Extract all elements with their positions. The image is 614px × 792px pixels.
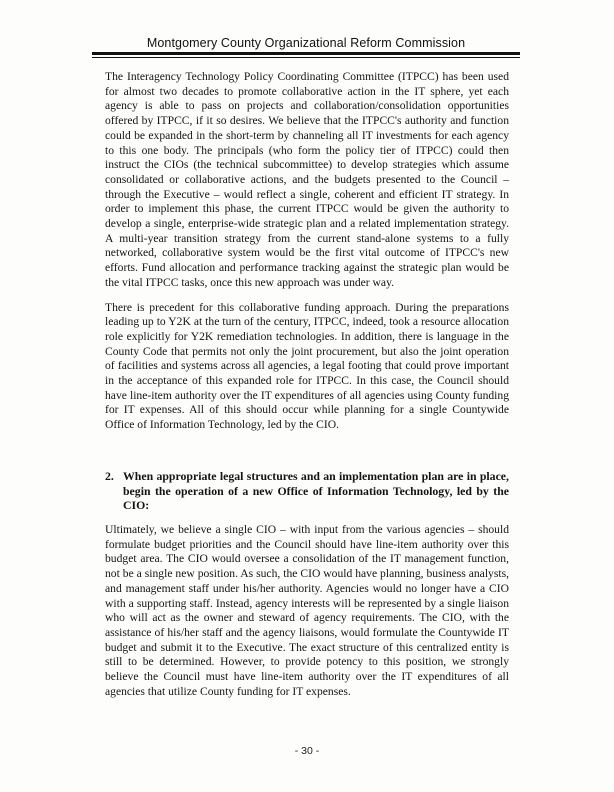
- running-header: Montgomery County Organizational Reform Commission: [146, 36, 466, 50]
- section-number: 2.: [105, 468, 114, 483]
- body-text: [105, 70, 509, 709]
- header-rule-thick: [92, 52, 520, 55]
- paragraph-precedent: There is precedent for this collaborative funding approach. During the preparations leading up to Y2K at the turn of the century, ITPCC, indeed, took a resource allocation role explicitly for Y2K remediation technologies. In addition, there is language in the County Code that permits not only the joint procurement, but also the joint operation of facilities and systems across all agencies, a legal footing that could prove important in the acceptance of this expanded role for ITPCC. In this case, the Council should have line-item authority over the IT expenditures of all agencies using County funding for IT expenses. All of this should occur while planning for a single Countywide Office of Information Technology, led by the CIO.: [105, 300, 509, 432]
- section-heading: [105, 469, 509, 513]
- header-rule-thin: [92, 57, 520, 58]
- paragraph-single-cio: Ultimately, we believe a single CIO – with input from the various agencies – should formulate budget priorities and the Council should have line-item authority over this budget area. The CIO would oversee a consolidation of the IT management function, not be a single new position. As such, the CIO would have planning, business analysts, and management staff under his/her authority. Agencies would no longer have a CIO with a supporting staff. Instead, agency interests will be represented by a single liaison who will act as the owner and steward of agency requirements. The CIO, with the assistance of his/her staff and the agency liaisons, would formulate the Countywide IT budget and submit it to the Executive. The exact structure of this centralized entity is still to be determined. However, to provide potency to this position, we strongly believe the Council must have line-item authority over the IT expenditures of all agencies that utilize County funding for IT expenses.: [105, 522, 509, 698]
- paragraph-itpcc-role: The Interagency Technology Policy Coordinating Committee (ITPCC) has been used for almost two decades to promote collaborative action in the IT sphere, yet each agency is able to pass on projects and collaboration/consolidation opportunities offered by ITPCC, if it so desires. We believe that the ITPCC's authority and function could be expanded in the short-term by channeling all IT investments for each agency to this one body. The principals (who form the policy tier of ITPCC) could then instruct the CIOs (the technical subcommittee) to develop strategies which assume consolidated or collaborative actions, and the budgets presented to the Council – through the Executive – would reflect a single, coherent and efficient IT strategy. In order to implement this phase, the current ITPCC would be given the authority to develop a single, enterprise-wide strategic plan and a related implementation strategy. A multi-year transition strategy from the current stand-alone systems to a fully networked, collaborative system would be the first vital outcome of ITPCC's new efforts. Fund allocation and performance tracking against the strategic plan would be the vital ITPCC tasks, once this new approach was under way.: [105, 70, 509, 289]
- page-number: - 30 -: [294, 745, 320, 757]
- section-title: When appropriate legal structures and an implementation plan are in place, begin the operation of a new Office of Information Technology, led by the CIO:: [123, 468, 509, 513]
